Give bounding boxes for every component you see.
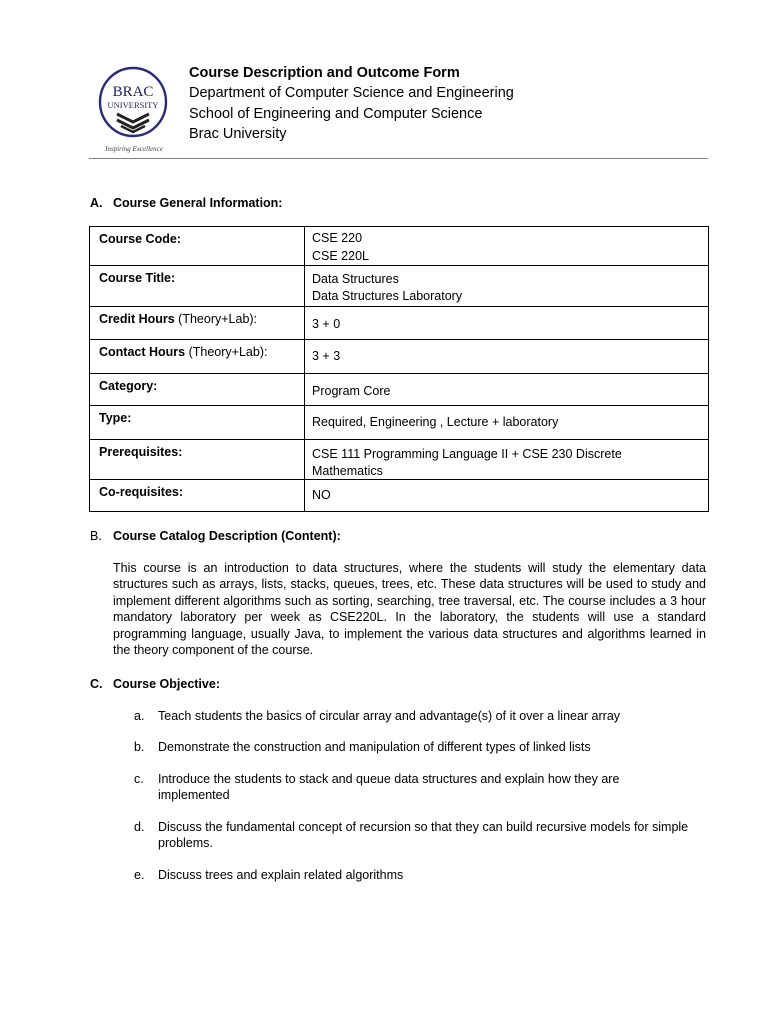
row-label: Co-requisites: [90, 480, 305, 512]
section-c-title: Course Objective: [113, 677, 220, 691]
form-title: Course Description and Outcome Form [189, 65, 460, 81]
section-c-heading [90, 677, 220, 691]
table-row [90, 374, 709, 406]
university-name: Brac University [189, 125, 287, 142]
section-b-title: Course Catalog Description (Content): [113, 529, 341, 543]
table-row [90, 340, 709, 374]
row-label: Category: [90, 374, 305, 406]
list-item [134, 771, 709, 804]
list-marker: e. [134, 868, 145, 883]
section-b-heading [90, 529, 341, 543]
objective-text: Introduce the students to stack and queue data structures and explain how they are implemented [158, 771, 620, 803]
table-row [90, 266, 709, 307]
section-c-letter: C. [90, 677, 103, 691]
list-item [134, 708, 709, 724]
row-value: 3 + 3 [305, 340, 709, 374]
list-marker: b. [134, 740, 145, 755]
row-label: Contact Hours (Theory+Lab): [90, 340, 305, 374]
row-value: Program Core [305, 374, 709, 406]
row-value: 3 + 0 [305, 307, 709, 340]
logo-tagline: Inspiring Excellence [105, 145, 163, 153]
logo-top-text: BRAC [112, 84, 154, 100]
row-value: Data Structures Data Structures Laboratory [305, 266, 709, 307]
section-a-letter: A. [90, 196, 103, 210]
row-value: Required, Engineering , Lecture + laboratory [305, 406, 709, 440]
table-row [90, 440, 709, 480]
objective-text: Teach students the basics of circular array and advantage(s) of it over a linear array [158, 709, 621, 723]
section-b-letter: B. [90, 529, 102, 543]
objective-text: Discuss trees and explain related algorithms [158, 868, 404, 883]
objective-text: Discuss the fundamental concept of recursion so that they can build recursive models for simple problems. [158, 819, 689, 851]
list-marker: d. [134, 819, 145, 834]
table-row [90, 307, 709, 340]
header-divider [89, 158, 708, 159]
list-item [134, 739, 709, 755]
catalog-description: This course is an introduction to data structures, where the students will study the elementary data structures such as arrays, lists, stacks, queues, trees, etc. These data structures will be used to study and implement different algorithms such as sorting, searching, tree traversal, etc. The course includes a 3 hour mandatory laboratory per week as CSE220L. In the laboratory, the students will use a standard programming language, usually Java, to implement the various data structures and algorithms learned in the theory component of the course. [113, 561, 706, 658]
row-value: CSE 111 Programming Language II + CSE 230 Discrete Mathematics [305, 440, 709, 480]
row-value: CSE 220 CSE 220L [305, 227, 709, 266]
row-value: NO [305, 480, 709, 512]
objective-text: Demonstrate the construction and manipulation of different types of linked lists [158, 740, 591, 755]
section-a-title: Course General Information: [113, 196, 283, 210]
objective-list [134, 708, 709, 884]
school-name: School of Engineering and Computer Science [189, 105, 483, 122]
row-label: Type: [90, 406, 305, 440]
list-marker: c. [134, 771, 144, 786]
brac-university-logo [89, 62, 179, 154]
logo-bottom-text: UNIVERSITY [107, 100, 159, 110]
row-label: Course Title: [90, 266, 305, 307]
document-header [189, 63, 514, 144]
section-a-heading [90, 196, 282, 210]
list-item [134, 867, 709, 883]
row-label: Credit Hours (Theory+Lab): [90, 307, 305, 340]
table-row [90, 227, 709, 266]
department-name: Department of Computer Science and Engineering [189, 85, 514, 102]
table-row [90, 480, 709, 512]
list-marker: a. [134, 709, 145, 723]
table-row [90, 406, 709, 440]
course-info-table [89, 226, 709, 512]
list-item [134, 819, 709, 852]
row-label: Prerequisites: [90, 440, 305, 480]
row-label: Course Code: [90, 227, 305, 266]
